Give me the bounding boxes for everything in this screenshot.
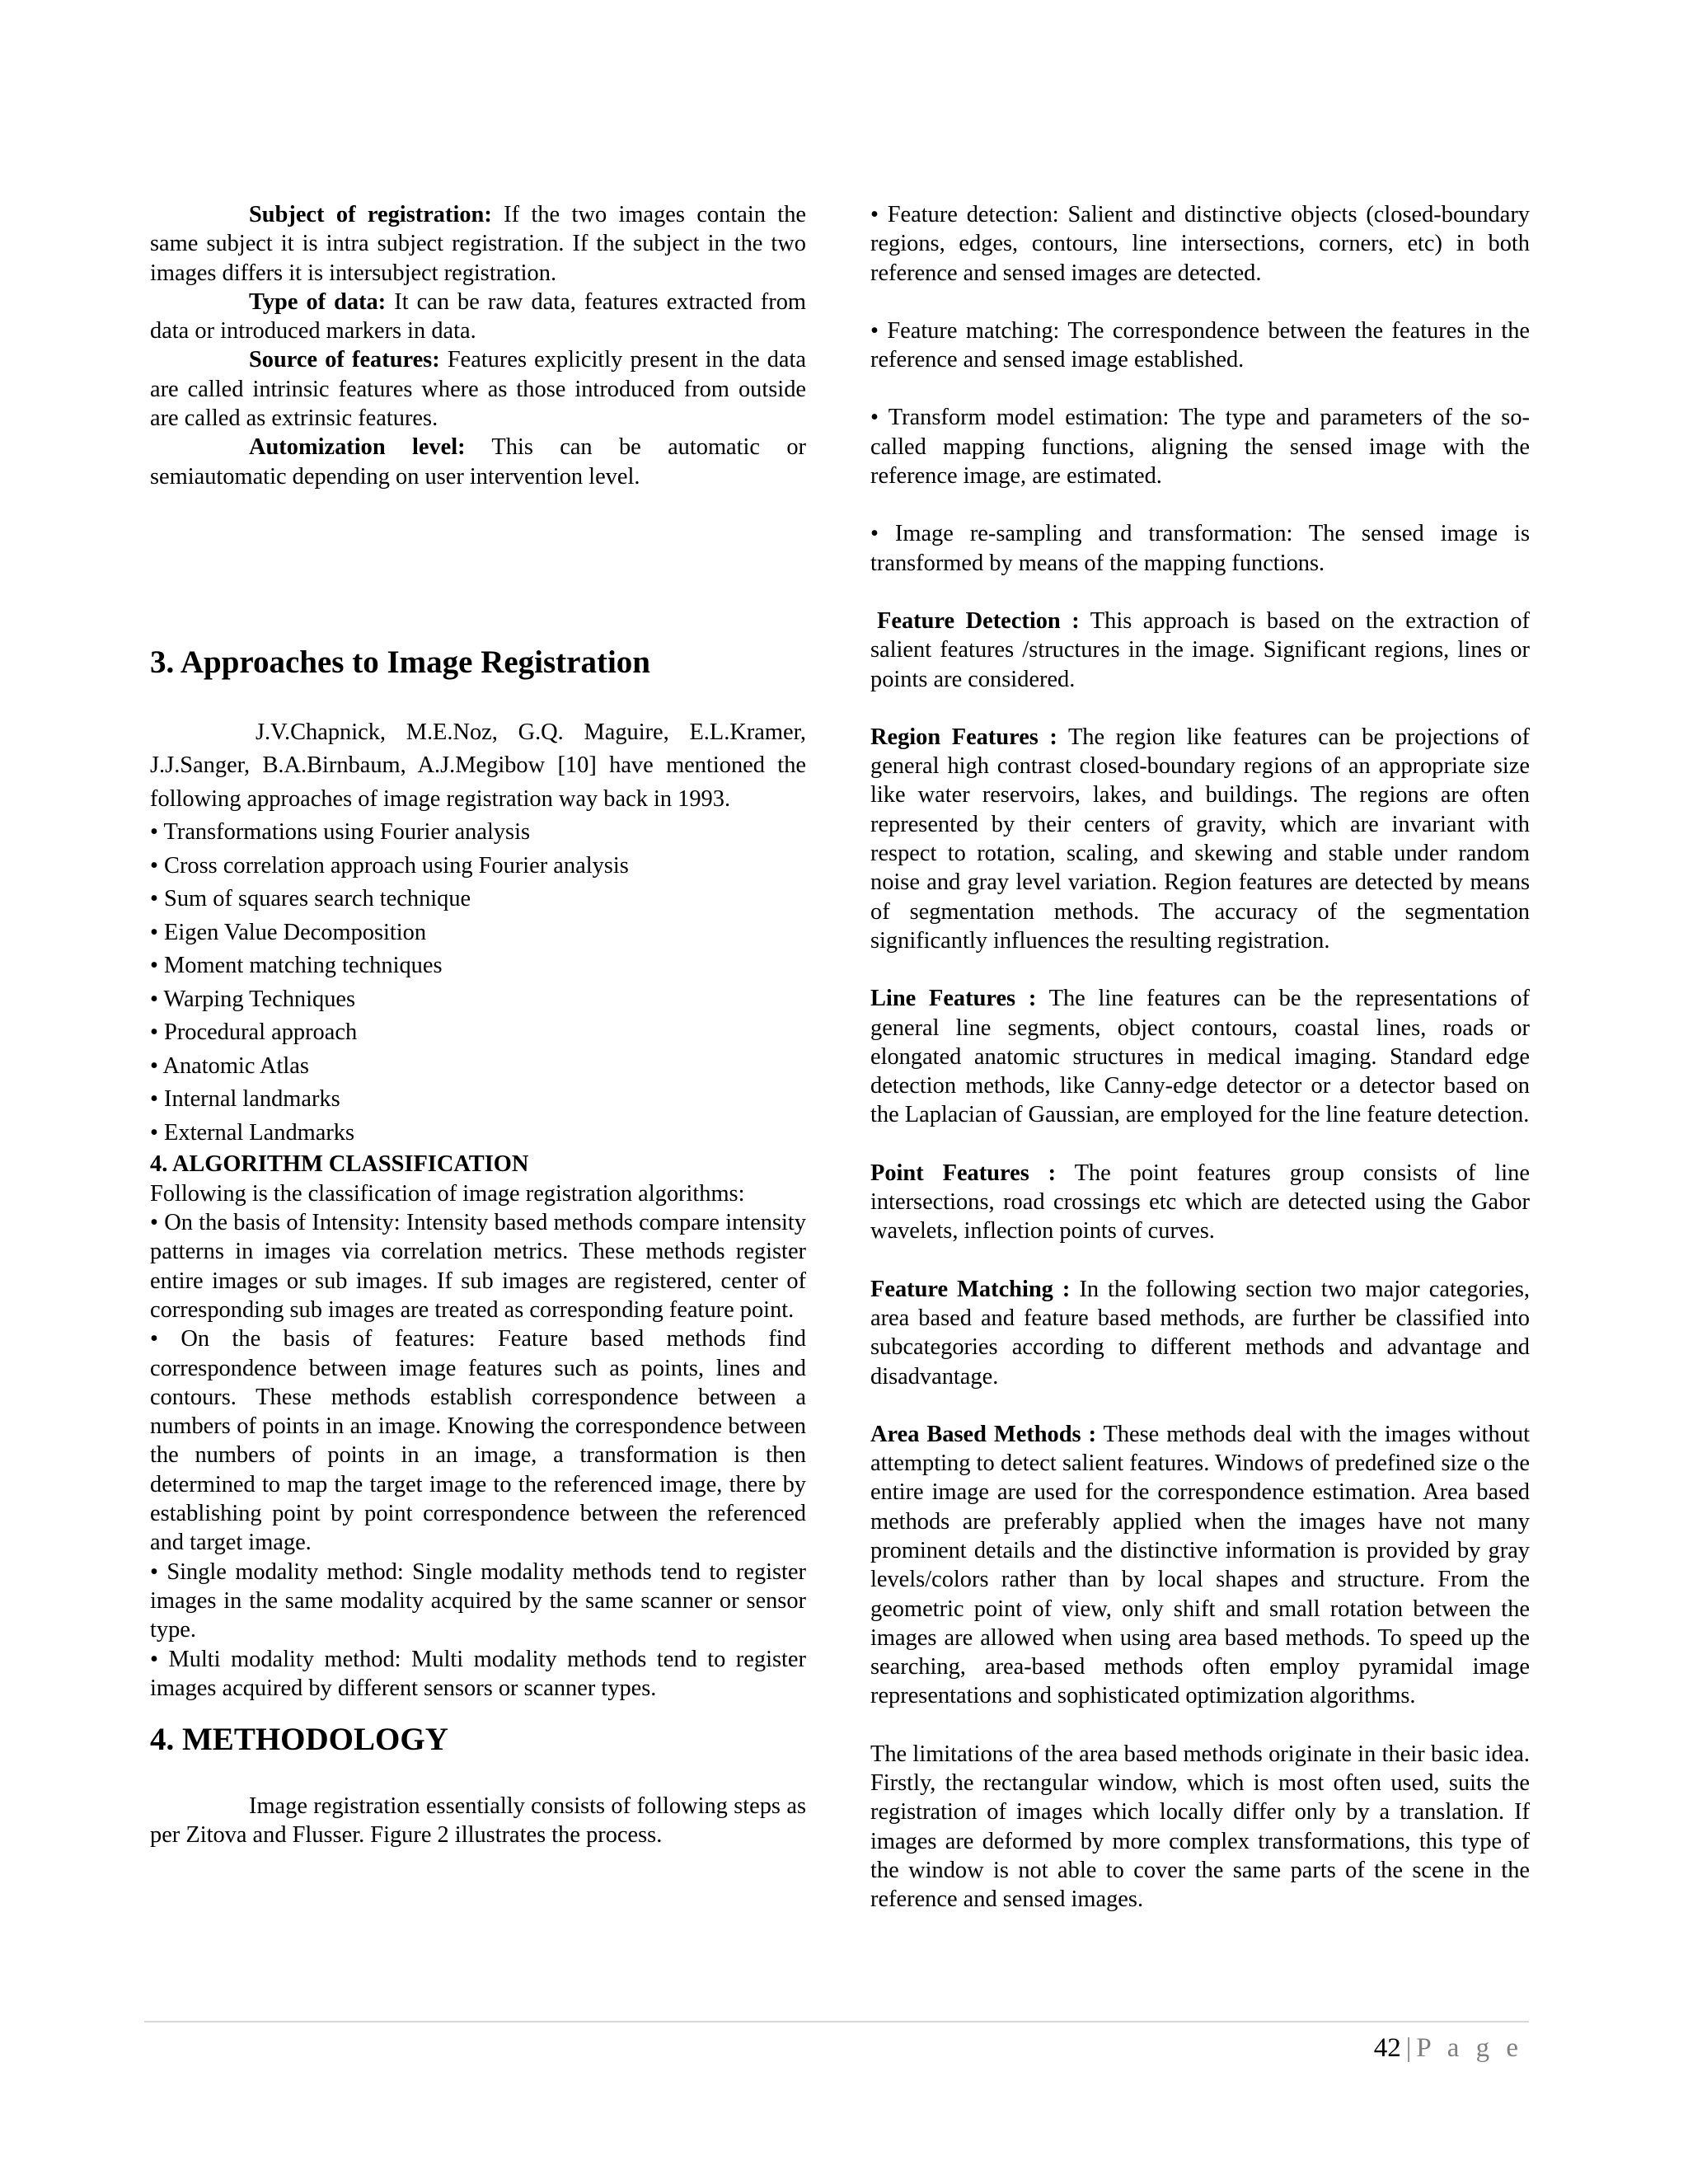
paragraph-subject-of-registration: [150, 200, 806, 288]
list-item: • Moment matching techniques: [150, 953, 443, 979]
term-text: These methods deal with the images without attempting to detect salient features. Windows of predefined size o the entire image are used for the correspondence estimation. Area based methods are preferably applied when the images have not many prominent details and the distinctive information is provided by gray levels/colors rather than by local shapes and structure. From the geometric point of view, only shift and small rotation between the images are allowed when using area based methods. To speed up the searching, area-based methods often employ pyramidal image representations and sophisticated optimization algorithms.: [870, 1421, 1530, 1709]
authors-paragraph: J.V.Chapnick, M.E.Noz, G.Q. Maguire, E.L.Kramer, J.J.Sanger, B.A.Birnbaum, A.J.Megibow [10] have mentioned the following approaches of image registration way back in 1993.: [150, 719, 806, 812]
term-label: Feature Matching :: [870, 1276, 1071, 1302]
list-item: • Warping Techniques: [150, 986, 356, 1012]
term-text: In the following section two major categories, area based and feature based methods, are further be classified into subcategories according to different methods and advantage and disadvantage.: [870, 1276, 1530, 1390]
list-item: • Procedural approach: [150, 1019, 358, 1046]
footer-divider: [144, 2021, 1529, 2022]
paragraph-source-of-features: [150, 345, 806, 433]
paragraph-area-based-methods: [870, 1420, 1530, 1711]
term-text: This approach is based on the extraction of salient features /structures in the image. Significant regions, lines or points are considered.: [870, 607, 1530, 692]
list-item: • Eigen Value Decomposition: [150, 919, 427, 945]
list-item: • Anatomic Atlas: [150, 1052, 309, 1079]
term-text: This can be automatic or semiautomatic depending on user intervention level.: [150, 434, 807, 490]
approaches-list: [150, 816, 806, 1150]
list-item: • Cross correlation approach using Fourier analysis: [150, 852, 629, 879]
methodology-heading: 4. METHODOLOGY: [150, 1722, 448, 1758]
term-label: Source of features:: [249, 347, 440, 373]
list-item: • Transformations using Fourier analysis: [150, 819, 531, 846]
paragraph-region-features: [870, 723, 1530, 955]
paragraph-feature-detection: [870, 607, 1530, 694]
term-label: Point Features :: [870, 1160, 1057, 1186]
term-label: Line Features :: [870, 986, 1037, 1012]
methodology-paragraph: Image registration essentially consists of following steps as per Zitova and Flusser. Figure 2 illustrates the process.: [150, 1793, 806, 1849]
right-column: [870, 200, 1530, 1915]
step-feature-detection: • Feature detection: Salient and distinctive objects (closed-boundary regions, edges, contours, line intersections, corners, etc) in both reference and sensed images are detected.: [870, 202, 1530, 286]
algorithm-item-intensity: • On the basis of Intensity: Intensity based methods compare intensity patterns in images via correlation metrics. These methods register entire images or sub images. If sub images are registered, center of corresponding sub images are treated as corresponding feature point.: [150, 1210, 806, 1323]
term-text: If the two images contain the same subject it is intra subject registration. If the subject in the two images differs it is intersubject registration.: [150, 202, 806, 286]
term-text: Features explicitly present in the data are called intrinsic features where as those introduced from outside are called as extrinsic features.: [150, 347, 806, 432]
algorithm-intro: Following is the classification of image registration algorithms:: [150, 1180, 745, 1207]
term-label: Region Features :: [870, 724, 1057, 750]
page-label: P a g e: [1416, 2033, 1523, 2063]
step-feature-matching: • Feature matching: The correspondence between the features in the reference and sensed image established.: [870, 317, 1530, 373]
algorithm-item-features: • On the basis of features: Feature based methods find correspondence between image features such as points, lines and contours. These methods establish correspondence between a numbers of points in an image. Knowing the correspondence between the numbers of points in an image, a transformation is then determined to map the target image to the referenced image, there by establishing point by point correspondence between the referenced and target image.: [150, 1326, 806, 1556]
term-label: Feature Detection :: [877, 607, 1080, 634]
term-label: Automization level:: [249, 434, 466, 461]
list-item: • Sum of squares search technique: [150, 886, 471, 912]
term-text: It can be raw data, features extracted from data or introduced markers in data.: [150, 288, 806, 344]
step-transform-model-estimation: • Transform model estimation: The type and parameters of the so-called mapping functions, aligning the sensed image with the reference image, are estimated.: [870, 405, 1530, 490]
term-text: The region like features can be projections of general high contrast closed-boundary regions of an appropriate size like water reservoirs, lakes, and buildings. The regions are often represented by their centers of gravity, which are invariant with respect to rotation, scaling, and skewing and stable under random noise and gray level variation. Region features are detected by means of segmentation methods. The accuracy of the segmentation significantly influences the resulting registration.: [870, 724, 1530, 954]
term-label: Subject of registration:: [249, 202, 492, 227]
term-text: The point features group consists of line intersections, road crossings etc which are detected using the Gabor wavelets, inflection points of curves.: [870, 1160, 1530, 1244]
term-label: Type of data:: [249, 288, 387, 315]
list-item: • Internal landmarks: [150, 1086, 340, 1113]
left-column: [150, 200, 806, 1850]
term-text: The line features can be the representations of general line segments, object contours, coastal lines, roads or elongated anatomic structures in medical imaging. Standard edge detection methods, like Canny-edge detector or a detector based on the Laplacian of Gaussian, are employed for the line feature detection.: [870, 986, 1530, 1128]
page-footer: [1374, 2032, 1523, 2064]
term-label: Area Based Methods :: [870, 1421, 1097, 1447]
list-item: • External Landmarks: [150, 1119, 355, 1146]
paragraph-point-features: [870, 1159, 1530, 1246]
paragraph-automization-level: [150, 433, 806, 491]
paragraph-type-of-data: [150, 288, 806, 346]
page-number: 42: [1373, 2033, 1401, 2063]
algorithm-classification-heading: 4. ALGORITHM CLASSIFICATION: [150, 1151, 529, 1178]
section-3-heading: 3. Approaches to Image Registration: [150, 644, 650, 680]
step-image-resampling: • Image re-sampling and transformation: The sensed image is transformed by means of the mapping functions.: [870, 521, 1530, 576]
algorithm-item-single-modality: • Single modality method: Single modality methods tend to register images in the same modality acquired by the same scanner or sensor type.: [150, 1558, 806, 1643]
footer-separator: |: [1405, 2033, 1412, 2063]
paragraph-limitations: The limitations of the area based methods originate in their basic idea. Firstly, the rectangular window, which is most often used, suits the registration of images which locally differ only by a translation. If images are deformed by more complex transformations, this type of the window is not able to cover the same parts of the scene in the reference and sensed images.: [870, 1741, 1530, 1913]
paragraph-feature-matching: [870, 1275, 1530, 1391]
paragraph-line-features: [870, 984, 1530, 1129]
algorithm-item-multi-modality: • Multi modality method: Multi modality methods tend to register images acquired by different sensors or scanner types.: [150, 1646, 806, 1701]
